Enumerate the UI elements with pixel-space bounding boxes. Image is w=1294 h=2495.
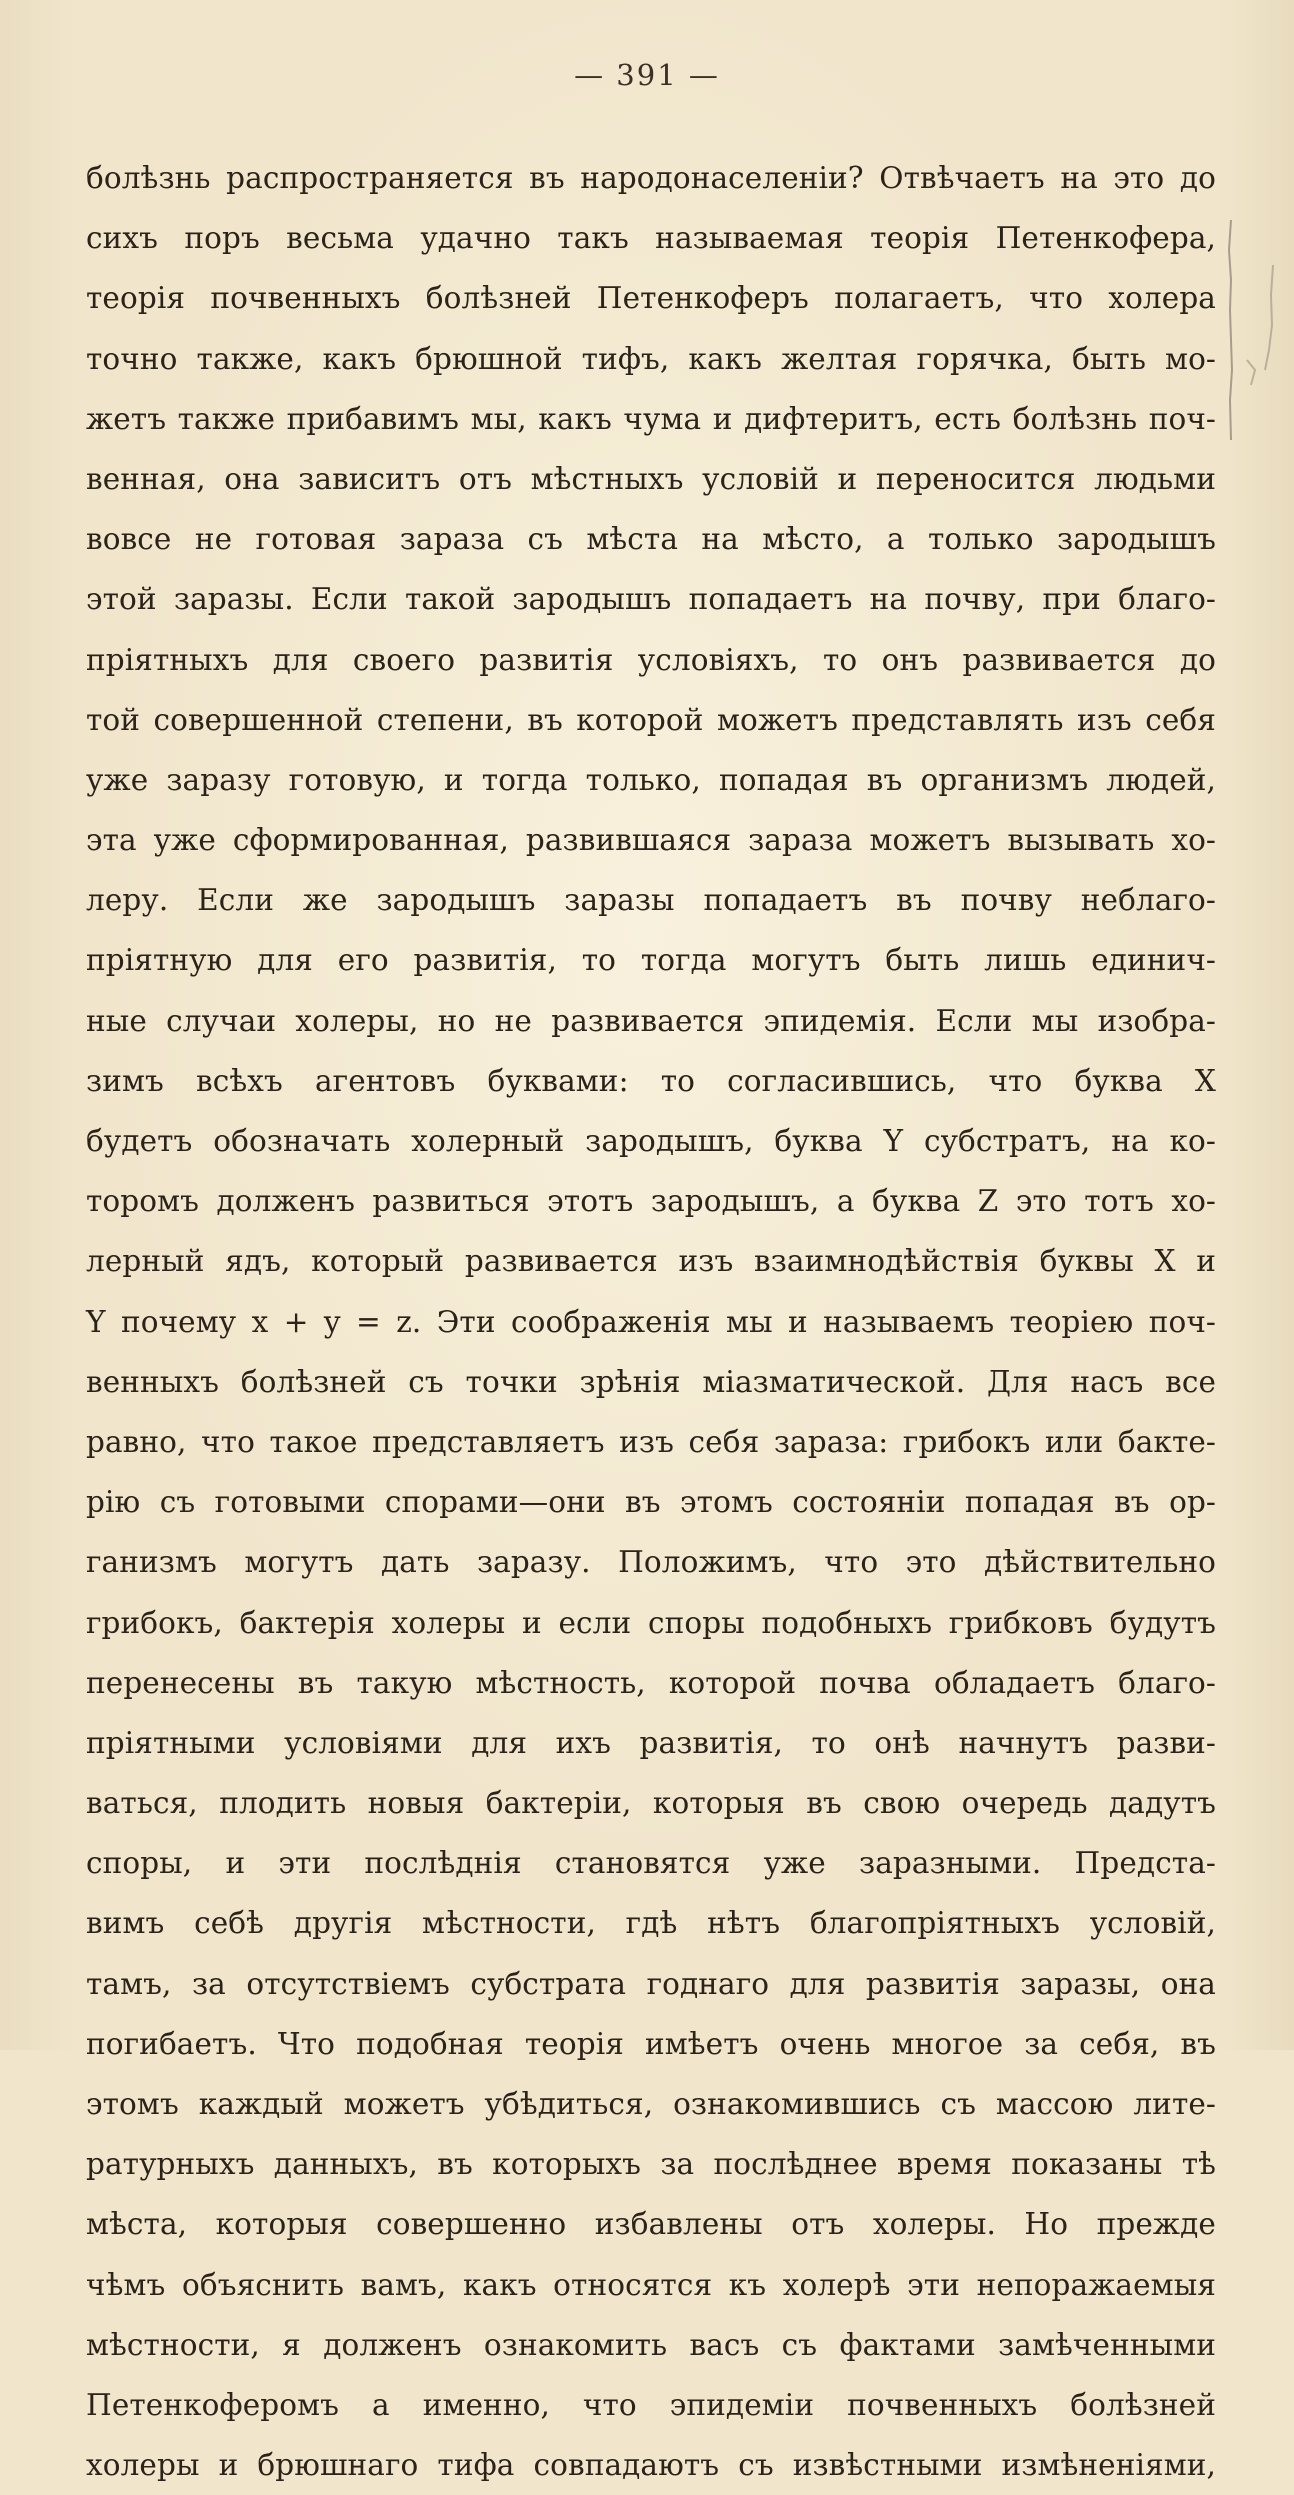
- text-line: ратурныхъ данныхъ, въ которыхъ за послѣднее время показаны тѣ: [86, 2147, 1216, 2182]
- text-line: уже заразу готовую, и тогда только, попадая въ организмъ людей,: [86, 762, 1216, 797]
- text-line: точно также, какъ брюшной тифъ, какъ желтая горячка, быть мо-: [86, 341, 1216, 376]
- text-line: равно, что такое представляетъ изъ себя зараза: грибокъ или бакте-: [86, 1424, 1216, 1459]
- text-line: теорiя почвенныхъ болѣзней Петенкоферъ полагаетъ, что холера: [86, 281, 1216, 316]
- text-line: венная, она зависитъ отъ мѣстныхъ условiй и переносится людьми: [86, 461, 1216, 496]
- text-line: этомъ каждый можетъ убѣдиться, ознакомившись съ массою лите-: [86, 2087, 1216, 2121]
- text-line: ваться, плодить новыя бактерiи, которыя въ свою очередь дадутъ: [86, 1786, 1216, 1821]
- text-line: торомъ долженъ развиться этотъ зародышъ, а буква Z это тотъ хо-: [86, 1184, 1216, 1219]
- text-line: мѣстности, я долженъ ознакомить васъ съ фактами замѣченными: [86, 2327, 1216, 2362]
- text-line: холеры и брюшнаго тифа совпадаютъ съ извѣстными измѣненiями,: [86, 2448, 1216, 2483]
- text-line: леру. Если же зародышъ заразы попадаетъ въ почву неблаго-: [86, 883, 1216, 918]
- text-line: зимъ всѣхъ агентовъ буквами: то согласившись, что буква X: [86, 1063, 1216, 1098]
- pencil-margin-mark: [1225, 210, 1285, 470]
- text-line: жетъ также прибавимъ мы, какъ чума и дифтеритъ, есть болѣзнь поч-: [86, 401, 1216, 436]
- text-line: Петенкоферомъ а именно, что эпидемiи почвенныхъ болѣзней: [86, 2387, 1216, 2422]
- text-line: рiю съ готовыми спорами—они въ этомъ состоянiи попадая въ ор-: [86, 1485, 1216, 1520]
- text-line: прiятными условiями для ихъ развитiя, то онѣ начнутъ разви-: [86, 1725, 1216, 1760]
- text-line: перенесены въ такую мѣстность, которой почва обладаетъ благо-: [86, 1665, 1216, 1700]
- text-line: прiятныхъ для своего развитiя условiяхъ, то онъ развивается до: [86, 642, 1216, 677]
- text-line: ные случаи холеры, но не развивается эпидемiя. Если мы изобра-: [86, 1003, 1216, 1038]
- text-line: грибокъ, бактерiя холеры и если споры подобныхъ грибковъ будутъ: [86, 1605, 1216, 1640]
- text-line: Y почему x + y = z. Эти соображенiя мы и называемъ теорiею поч-: [86, 1304, 1216, 1339]
- body-text: [86, 148, 1216, 2495]
- text-line: прiятную для его развитiя, то тогда могутъ быть лишь единич-: [86, 943, 1216, 978]
- text-line: чѣмъ объяснить вамъ, какъ относятся къ холерѣ эти непоражаемыя: [86, 2267, 1216, 2302]
- text-line: болѣзнь распространяется въ народонаселенiи? Отвѣчаетъ на это до: [86, 161, 1216, 195]
- text-line: мѣста, которыя совершенно избавлены отъ холеры. Но прежде: [86, 2207, 1216, 2242]
- text-line: вовсе не готовая зараза съ мѣста на мѣсто, а только зародышъ: [86, 522, 1216, 557]
- text-line: погибаетъ. Что подобная теорiя имѣетъ очень многое за себя, въ: [86, 2026, 1216, 2061]
- text-line: эта уже сформированная, развившаяся зараза можетъ вызывать хо-: [86, 823, 1216, 858]
- text-line: споры, и эти послѣднiя становятся уже заразными. Предста-: [86, 1846, 1216, 1881]
- text-line: будетъ обозначать холерный зародышъ, буква Y субстратъ, на ко-: [86, 1124, 1216, 1158]
- text-line: лерный ядъ, который развивается изъ взаимнодѣйствiя буквы X и: [86, 1244, 1216, 1279]
- text-line: ганизмъ могутъ дать заразу. Положимъ, что это дѣйствительно: [86, 1545, 1216, 1580]
- text-line: тамъ, за отсутствiемъ субстрата годнаго для развитiя заразы, она: [86, 1966, 1216, 2001]
- text-line: этой заразы. Если такой зародышъ попадаетъ на почву, при благо-: [86, 582, 1216, 617]
- text-line: вимъ себѣ другiя мѣстности, гдѣ нѣтъ благопрiятныхъ условiй,: [86, 1906, 1216, 1941]
- text-line: той совершенной степени, въ которой можетъ представлять изъ себя: [86, 702, 1216, 737]
- text-line: венныхъ болѣзней съ точки зрѣнiя мiазматической. Для насъ все: [86, 1364, 1216, 1399]
- page-number: — 391 —: [574, 58, 720, 92]
- text-line: сихъ поръ весьма удачно такъ называемая теорiя Петенкофера,: [86, 221, 1216, 256]
